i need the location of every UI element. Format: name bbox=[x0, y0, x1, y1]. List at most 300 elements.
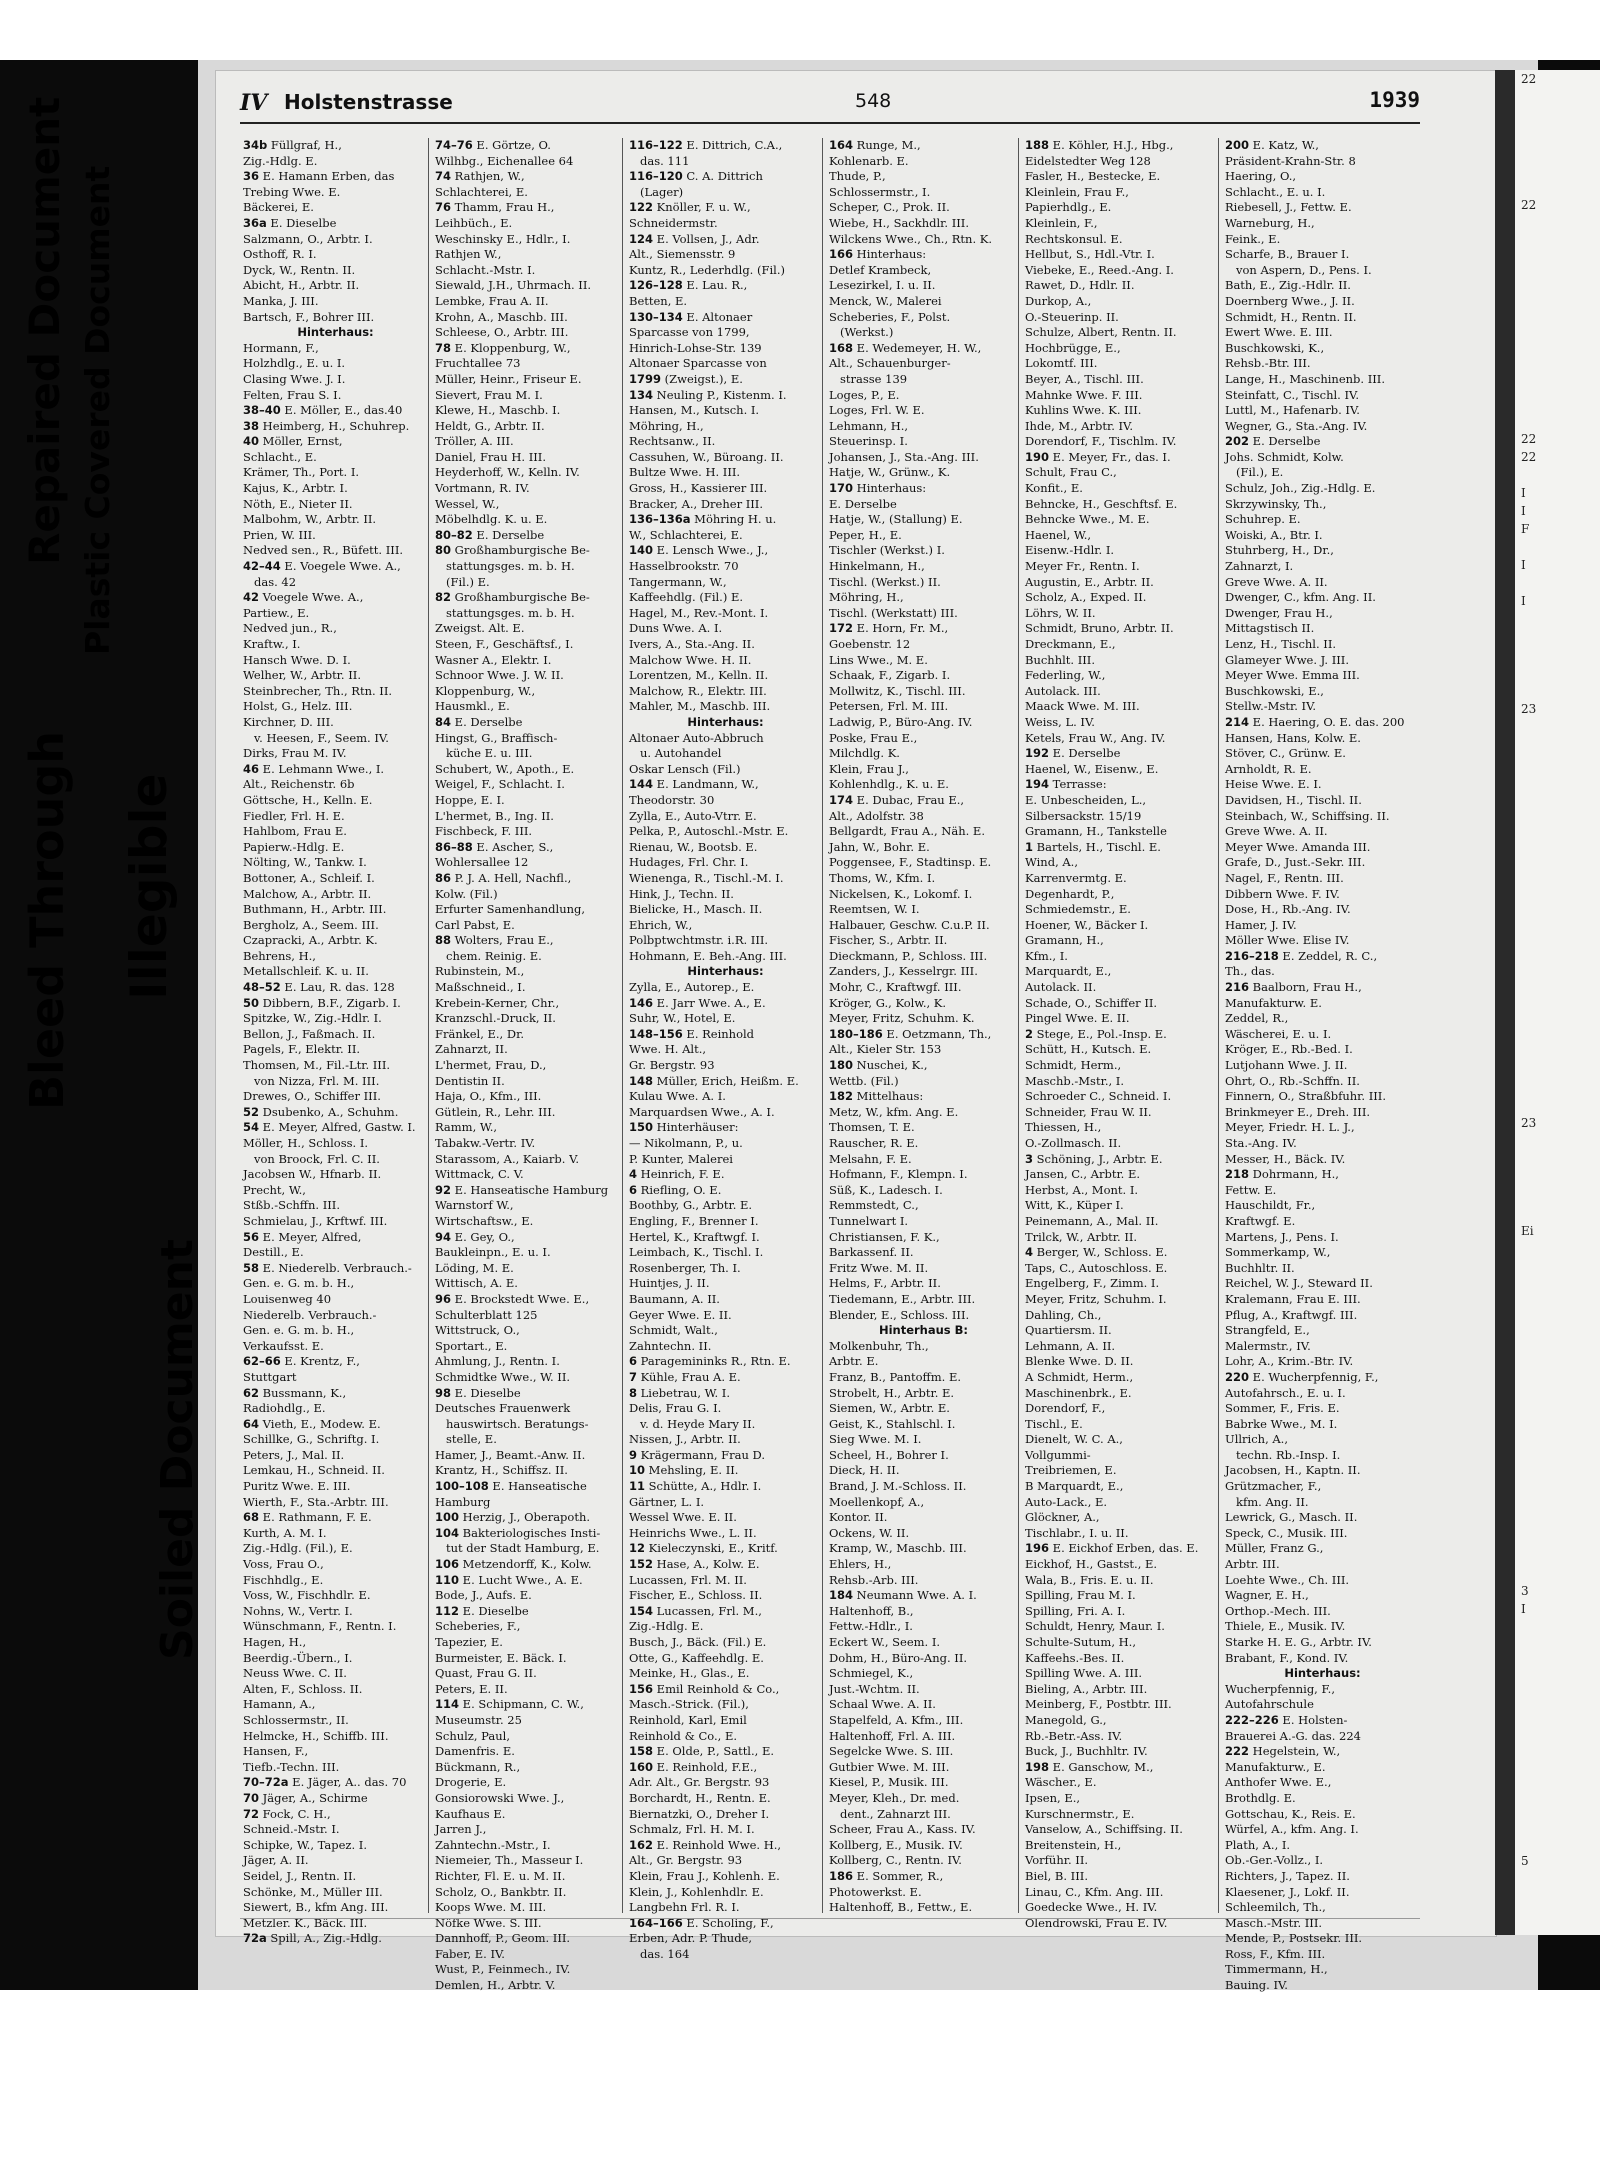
directory-entry: Hohmann, E. Beh.-Ang. III. bbox=[629, 948, 787, 963]
next-page-fragment bbox=[1515, 1672, 1600, 1690]
directory-entry: Engelberg, F., Zimm. I. bbox=[1025, 1276, 1160, 1291]
directory-entry: Malchow, A., Arbtr. II. bbox=[243, 886, 372, 901]
next-page-fragment bbox=[1515, 304, 1600, 322]
directory-entry: Mahler, M., Maschb. III. bbox=[629, 699, 771, 714]
next-page-fragment: 22 bbox=[1521, 450, 1537, 464]
directory-entry: Lembke, Frau A. II. bbox=[435, 293, 549, 308]
next-page-fragment bbox=[1515, 124, 1600, 142]
directory-entry: Rathjen W., bbox=[435, 247, 502, 262]
directory-entry: Lutjohann Wwe. J. II. bbox=[1225, 1058, 1348, 1073]
directory-entry: 94 E. Gey, O., bbox=[435, 1229, 515, 1244]
directory-entry: Jansen, C., Arbtr. E. bbox=[1025, 1167, 1141, 1182]
next-page-fragment bbox=[1515, 1420, 1600, 1438]
directory-entry: O.-Steuerinp. II. bbox=[1025, 309, 1119, 324]
next-page-fragment bbox=[1515, 160, 1600, 178]
directory-entry: 166 Hinterhaus: bbox=[829, 247, 927, 262]
directory-entry: Metz, W., kfm. Ang. E. bbox=[829, 1104, 959, 1119]
directory-entry: stattungsges. m. b. H. bbox=[446, 559, 575, 574]
directory-entry: Finnern, O., Straßbfuhr. III. bbox=[1225, 1089, 1387, 1104]
directory-entry: Zylla, E., Auto-Vtrr. E. bbox=[629, 808, 757, 823]
directory-entry: Lemkau, H., Schneid. II. bbox=[243, 1463, 385, 1478]
directory-entry: Haenel, W., bbox=[1025, 527, 1092, 542]
directory-entry: Wilhbg., Eichenallee 64 bbox=[435, 153, 574, 168]
next-page-fragment bbox=[1515, 898, 1600, 916]
directory-entry: 180–186 E. Oetzmann, Th., bbox=[829, 1026, 992, 1041]
directory-entry: Plath, A., I. bbox=[1225, 1837, 1291, 1852]
directory-entry: 168 E. Wedemeyer, H. W., bbox=[829, 340, 982, 355]
directory-entry: Loges, Frl. W. E. bbox=[829, 403, 925, 418]
directory-entry: 1799 (Zweigst.), E. bbox=[629, 371, 743, 386]
next-page-fragment bbox=[1515, 1438, 1600, 1456]
directory-entry: 72 Fock, C. H., bbox=[243, 1806, 331, 1821]
directory-entry: Haltenhoff, B., Fettw., E. bbox=[829, 1900, 973, 1915]
directory-entry: Greve Wwe. A. II. bbox=[1225, 824, 1328, 839]
directory-entry: W., Schlachterei, E. bbox=[629, 527, 743, 542]
directory-entry: Steuerinsp. I. bbox=[829, 434, 908, 449]
directory-entry: Peters, E. II. bbox=[435, 1681, 508, 1696]
directory-entry: Spilling Wwe. A. III. bbox=[1025, 1666, 1143, 1681]
directory-entry: O.-Zollmasch. II. bbox=[1025, 1136, 1122, 1150]
directory-entry: E. Unbescheiden, L., bbox=[1025, 792, 1147, 807]
directory-entry: Haering, O., bbox=[1225, 169, 1297, 184]
directory-entry: Bracker, A., Dreher III. bbox=[629, 496, 764, 511]
directory-entry: Altonaer Auto-Abbruch bbox=[629, 730, 764, 745]
directory-entry: Zig.-Hdlg. (Fil.), E. bbox=[243, 1541, 353, 1556]
directory-entry: Dieck, H. II. bbox=[829, 1463, 900, 1478]
directory-entry: A Schmidt, Herm., bbox=[1025, 1369, 1134, 1384]
directory-entry: Doernberg Wwe., J. II. bbox=[1225, 293, 1355, 308]
directory-entry: Papierw.-Hdlg. E. bbox=[243, 839, 345, 854]
directory-entry: Tröller, A. III. bbox=[435, 434, 514, 449]
next-page-fragment bbox=[1515, 412, 1600, 430]
directory-entry: Holst, G., Helz. III. bbox=[243, 699, 353, 714]
directory-entry: Steen, F., Geschäftsf., I. bbox=[435, 637, 574, 651]
directory-entry: Augustin, E., Arbtr. II. bbox=[1025, 574, 1154, 589]
directory-entry: Verkaufsst. E. bbox=[243, 1338, 324, 1353]
directory-entry: Wierth, F., Sta.-Arbtr. III. bbox=[243, 1494, 389, 1509]
next-page-fragment bbox=[1515, 340, 1600, 358]
directory-entry: Hochbrügge, E., bbox=[1025, 340, 1121, 355]
directory-entry: Buschkowski, K., bbox=[1225, 340, 1325, 355]
directory-entry: Tunnelwart I. bbox=[829, 1213, 909, 1228]
directory-entry: Metallschleif. K. u. II. bbox=[243, 964, 369, 979]
directory-entry: Kiesel, P., Musik. III. bbox=[829, 1775, 949, 1790]
next-page-fragment: I bbox=[1521, 558, 1526, 572]
directory-entry: 62–66 E. Krentz, F., bbox=[243, 1354, 360, 1369]
directory-entry: Scheberies, F., Polst. bbox=[829, 309, 951, 324]
next-page-fragment bbox=[1515, 466, 1600, 484]
next-page-fragment bbox=[1515, 376, 1600, 394]
directory-entry: stelle, E. bbox=[446, 1432, 497, 1447]
directory-entry: v. d. Heyde Mary II. bbox=[640, 1416, 756, 1431]
directory-entry: Buthmann, H., Arbtr. III. bbox=[243, 902, 387, 917]
directory-entry: Destill., E. bbox=[243, 1245, 304, 1260]
directory-entry: Krantz, H., Schiffsz. II. bbox=[435, 1463, 568, 1478]
directory-entry: 74 Rathjen, W., bbox=[435, 169, 525, 184]
directory-entry: Wegner, G., Sta.-Ang. IV. bbox=[1225, 418, 1368, 433]
directory-entry: Geyer Wwe. E. II. bbox=[629, 1307, 732, 1322]
directory-entry: Hauschildt, Fr., bbox=[1225, 1198, 1316, 1213]
directory-entry: Wilckens Wwe., Ch., Rtn. K. bbox=[829, 231, 993, 246]
directory-entry: strasse 139 bbox=[840, 371, 908, 386]
directory-entry: Stuttgart bbox=[243, 1369, 297, 1384]
directory-entry: 54 E. Meyer, Alfred, Gastw. I. bbox=[243, 1120, 416, 1135]
directory-entry: (Werkst.) bbox=[840, 325, 894, 340]
directory-entry: 11 Schütte, A., Hdlr. I. bbox=[629, 1479, 762, 1494]
directory-entry: Schlossermstr., II. bbox=[243, 1712, 349, 1727]
directory-entry: Glöckner, A., bbox=[1025, 1510, 1100, 1525]
directory-entry: Müller, Heinr., Friseur E. bbox=[435, 371, 582, 386]
directory-entry: Brauerei A.-G. das. 224 bbox=[1225, 1728, 1361, 1743]
next-page-fragment bbox=[1515, 394, 1600, 412]
directory-entry: Rosenberger, Th. I. bbox=[629, 1260, 741, 1275]
next-page-fragment bbox=[1515, 1510, 1600, 1528]
next-page-fragment bbox=[1515, 772, 1600, 790]
directory-entry: Kuhlins Wwe. K. III. bbox=[1025, 403, 1142, 418]
column-6 bbox=[1222, 138, 1420, 1993]
directory-entry: Radiohdlg., E. bbox=[243, 1401, 326, 1416]
next-page-fragment bbox=[1515, 826, 1600, 844]
directory-entry: Luttl, M., Hafenarb. IV. bbox=[1225, 403, 1360, 418]
directory-entry: 216–218 E. Zeddel, R. C., bbox=[1225, 948, 1378, 963]
directory-entry: Voss, W., Fischhdlr. E. bbox=[243, 1588, 371, 1603]
next-page-fragment bbox=[1515, 1798, 1600, 1816]
directory-entry: Schmidt, H., Rentn. II. bbox=[1225, 309, 1357, 324]
directory-entry: Schmalz, Frl. H. M. I. bbox=[629, 1822, 755, 1837]
directory-entry: Kurschnermstr., E. bbox=[1025, 1806, 1135, 1821]
directory-entry: Speck, C., Musik. III. bbox=[1225, 1525, 1348, 1540]
directory-entry: Alt., Kieler Str. 153 bbox=[829, 1042, 942, 1057]
directory-entry: 150 Hinterhäuser: bbox=[629, 1120, 739, 1135]
directory-entry: Rechtsanw., II. bbox=[629, 434, 716, 449]
directory-entry: Bellgardt, Frau A., Näh. E. bbox=[829, 824, 985, 839]
directory-entry: Krebein-Kerner, Chr., bbox=[435, 995, 560, 1010]
next-page-fragment bbox=[1515, 1078, 1600, 1096]
directory-entry: von Broock, Frl. C. II. bbox=[254, 1151, 380, 1166]
directory-entry: Schleese, O., Arbtr. III. bbox=[435, 325, 569, 340]
directory-entry: 1 Bartels, H., Tischl. E. bbox=[1025, 839, 1161, 854]
directory-entry: Molkenbuhr, Th., bbox=[829, 1338, 929, 1353]
next-page-fragment bbox=[1515, 1762, 1600, 1780]
directory-entry: Dorendorf, F., bbox=[1025, 1401, 1106, 1416]
next-page-fragment bbox=[1515, 1132, 1600, 1150]
directory-entry: Alten, F., Schloss. II. bbox=[243, 1681, 363, 1696]
directory-entry: Polbptwchtmstr. i.R. III. bbox=[629, 933, 769, 948]
directory-entry: Masch.-Strick. (Fil.), bbox=[629, 1697, 749, 1712]
directory-entry: 98 E. Dieselbe bbox=[435, 1385, 521, 1400]
next-page-fragment bbox=[1515, 754, 1600, 772]
directory-entry: Sieg Wwe. M. I. bbox=[829, 1432, 922, 1447]
directory-entry: Brand, J. M.-Schloss. II. bbox=[829, 1479, 967, 1494]
directory-entry: Manufakturw. E. bbox=[1225, 995, 1322, 1010]
next-page-fragment bbox=[1515, 1528, 1600, 1546]
directory-entry: Dieckmann, P., Schloss. III. bbox=[829, 948, 988, 963]
directory-entry: Schult, Frau C., bbox=[1025, 465, 1117, 480]
directory-entry: Neuss Wwe. C. II. bbox=[243, 1666, 347, 1681]
directory-entry: Holzhdlg., E. u. I. bbox=[243, 356, 346, 371]
directory-entry: Stöver, C., Grünw. E. bbox=[1225, 746, 1346, 761]
directory-entry: Möller Wwe. Elise IV. bbox=[1225, 933, 1350, 948]
directory-entry: Malbohm, W., Arbtr. II. bbox=[243, 512, 377, 527]
directory-entry: Lorentzen, M., Kelln. II. bbox=[629, 668, 769, 683]
next-page-fragment bbox=[1515, 106, 1600, 124]
next-page-fragment bbox=[1515, 88, 1600, 106]
directory-entry: Sta.-Ang. IV. bbox=[1225, 1136, 1297, 1150]
directory-entry: Suhr, W., Hotel, E. bbox=[629, 1011, 736, 1026]
directory-entry: Löding, M. E. bbox=[435, 1260, 514, 1275]
directory-entry: Burmeister, E. Bäck. I. bbox=[435, 1650, 567, 1665]
directory-entry: Autolack. III. bbox=[1025, 683, 1101, 698]
directory-entry: Steinbrecher, Th., Rtn. II. bbox=[243, 683, 393, 698]
directory-entry: 74–76 E. Görtze, O. bbox=[435, 138, 551, 152]
directory-entry: Hansen, M., Kutsch. I. bbox=[629, 403, 760, 418]
directory-entry: Fiedler, Frl. H. E. bbox=[243, 808, 345, 823]
directory-entry: Tiedemann, E., Arbtr. III. bbox=[829, 1291, 976, 1306]
column-3 bbox=[626, 138, 823, 1961]
next-page-fragment bbox=[1515, 574, 1600, 592]
street-name: Holstenstrasse bbox=[284, 90, 453, 114]
next-page-fragment: I bbox=[1521, 486, 1526, 500]
directory-entry: Klaesener, J., Lokf. II. bbox=[1225, 1884, 1350, 1899]
directory-entry: Fruchtallee 73 bbox=[435, 356, 521, 371]
next-page-fragment bbox=[1515, 286, 1600, 304]
directory-entry: 56 E. Meyer, Alfred, bbox=[243, 1229, 362, 1244]
directory-entry: Malermstr., IV. bbox=[1225, 1338, 1311, 1353]
directory-entry: Dwenger, Frau H., bbox=[1225, 605, 1333, 620]
directory-entry: Th., das. bbox=[1225, 964, 1275, 979]
directory-entry: 184 Neumann Wwe. A. I. bbox=[829, 1588, 977, 1603]
directory-entry: 198 E. Ganschow, M., bbox=[1025, 1759, 1154, 1774]
directory-entry: Strobelt, H., Arbtr. E. bbox=[829, 1385, 955, 1400]
column-4 bbox=[826, 138, 1019, 1913]
directory-entry: Trilck, W., Arbtr. II. bbox=[1025, 1229, 1138, 1244]
next-page-fragment: 22 bbox=[1521, 72, 1537, 86]
directory-entry: Haenel, W., Eisenw., E. bbox=[1025, 761, 1159, 776]
directory-entry: Huintjes, J. II. bbox=[629, 1276, 710, 1291]
directory-entry: Ipsen, E., bbox=[1025, 1790, 1081, 1805]
directory-entry: Jarren J., bbox=[435, 1822, 487, 1837]
directory-entry: Scheel, H., Bohrer I. bbox=[829, 1447, 949, 1462]
directory-entry: Metzler. K., Bäck. III. bbox=[243, 1915, 368, 1930]
directory-entry: Zig.-Hdlg. E. bbox=[629, 1619, 704, 1634]
directory-entry: 148 Müller, Erich, Heißm. E. bbox=[629, 1073, 799, 1088]
directory-entry: Wagner, E. H., bbox=[1225, 1588, 1309, 1603]
directory-entry: (Lager) bbox=[640, 184, 684, 199]
directory-entry: Welher, W., Arbtr. II. bbox=[243, 668, 361, 683]
directory-entry: Eisenw.-Hdlr. I. bbox=[1025, 543, 1115, 558]
directory-entry: 130–134 E. Altonaer bbox=[629, 309, 753, 324]
directory-entry: Ehlers, H., bbox=[829, 1557, 892, 1572]
directory-entry: Louisenweg 40 bbox=[243, 1291, 332, 1306]
directory-entry: Schlacht., E. bbox=[243, 449, 317, 464]
directory-entry: Gutbier Wwe. M. III. bbox=[829, 1759, 950, 1774]
volume-number: IV bbox=[240, 90, 268, 116]
directory-entry: Voss, Frau O., bbox=[243, 1557, 324, 1572]
directory-entry: Gonsiorowski Wwe. J., bbox=[435, 1790, 565, 1805]
directory-entry: Kohlenhdlg., K. u. E. bbox=[829, 777, 949, 792]
next-page-fragment bbox=[1515, 1024, 1600, 1042]
directory-entry: 46 E. Lehmann Wwe., I. bbox=[243, 761, 385, 776]
directory-entry: Kröger, E., Rb.-Bed. I. bbox=[1225, 1042, 1353, 1057]
directory-entry: Menck, W., Malerei bbox=[829, 293, 942, 308]
directory-entry: Tischlabr., I. u. II. bbox=[1025, 1525, 1129, 1540]
directory-entry: Bieling, A., Arbtr. III. bbox=[1025, 1681, 1148, 1696]
directory-entry: Arbtr. III. bbox=[1225, 1557, 1280, 1572]
directory-entry: Goebenstr. 12 bbox=[829, 637, 911, 651]
directory-entry: 190 E. Meyer, Fr., das. I. bbox=[1025, 449, 1171, 464]
directory-entry: 86 P. J. A. Hell, Nachfl., bbox=[435, 870, 572, 885]
directory-entry: Zahnarzt, II. bbox=[435, 1042, 508, 1057]
directory-entry: Göttsche, H., Kelln. E. bbox=[243, 792, 373, 807]
next-page-fragment bbox=[1515, 1348, 1600, 1366]
directory-entry: 104 Bakteriologisches Insti- bbox=[435, 1525, 601, 1540]
next-page-fragment: I bbox=[1521, 594, 1526, 608]
directory-entry: Reemtsen, W. I. bbox=[829, 902, 920, 917]
directory-entry: Gütlein, R., Lehr. III. bbox=[435, 1104, 556, 1119]
next-page-fragment bbox=[1515, 808, 1600, 826]
column-1 bbox=[240, 138, 429, 1946]
next-page-fragment bbox=[1515, 1186, 1600, 1204]
directory-entry: Baukleinpn., E. u. I. bbox=[435, 1245, 551, 1260]
directory-entry: Olendrowski, Frau E. IV. bbox=[1025, 1915, 1168, 1930]
directory-entry: Dahling, Ch., bbox=[1025, 1307, 1102, 1322]
directory-entry: Woiski, A., Btr. I. bbox=[1225, 527, 1323, 542]
directory-entry: Dreckmann, E., bbox=[1025, 637, 1116, 651]
directory-entry: Hamburg bbox=[435, 1494, 491, 1509]
directory-entry: 100 Herzig, J., Oberapoth. bbox=[435, 1510, 591, 1525]
directory-entry: Jacobsen W., Hfnarb. II. bbox=[243, 1167, 382, 1182]
directory-entry: 160 E. Reinhold, F.E., bbox=[629, 1759, 758, 1774]
bleed-through-label: Bleed Through bbox=[20, 730, 74, 1110]
directory-entry: 180 Nuschei, K., bbox=[829, 1058, 928, 1073]
directory-entry: Blender, E., Schloss. III. bbox=[829, 1307, 970, 1322]
next-page-fragment bbox=[1515, 610, 1600, 628]
directory-entry: Tischl. (Werkst.) II. bbox=[829, 574, 941, 589]
directory-entry: Meyer Wwe. Amanda III. bbox=[1225, 839, 1371, 854]
directory-entry: Gramann, H., Tankstelle bbox=[1025, 824, 1167, 839]
directory-entry: Ullrich, A., bbox=[1225, 1432, 1288, 1447]
directory-entry: Orthop.-Mech. III. bbox=[1225, 1603, 1331, 1618]
next-page-fragment bbox=[1515, 628, 1600, 646]
directory-entry: Glameyer Wwe. J. III. bbox=[1225, 652, 1349, 667]
directory-entry: Schleemilch, Th., bbox=[1225, 1900, 1326, 1915]
directory-entry: Heyderhoff, W., Kelln. IV. bbox=[435, 465, 580, 480]
next-page-fragment bbox=[1515, 1294, 1600, 1312]
directory-entry: Schade, O., Schiffer II. bbox=[1025, 995, 1158, 1010]
directory-entry: Tapezier, E. bbox=[435, 1635, 503, 1649]
directory-entry: Schulterblatt 125 bbox=[435, 1307, 538, 1322]
directory-entry: Bode, J., Aufs. E. bbox=[435, 1588, 532, 1603]
directory-entry: Mollwitz, K., Tischl. III. bbox=[829, 683, 966, 698]
directory-entry: Faber, E. IV. bbox=[435, 1946, 505, 1961]
directory-entry: techn. Rb.-Insp. I. bbox=[1236, 1447, 1341, 1462]
directory-entry: Fritz Wwe. M. II. bbox=[829, 1260, 929, 1275]
directory-entry: 214 E. Haering, O. E. das. 200 bbox=[1225, 714, 1405, 729]
directory-entry: Mittagstisch II. bbox=[1225, 621, 1315, 636]
directory-entry: Silbersackstr. 15/19 bbox=[1025, 808, 1142, 823]
directory-entry: Tiefb.-Techn. III. bbox=[243, 1759, 340, 1774]
directory-entry: Weigel, F., Schlacht. I. bbox=[435, 777, 565, 792]
next-page-fragment bbox=[1515, 1708, 1600, 1726]
directory-entry: Ob.-Ger.-Vollz., I. bbox=[1225, 1853, 1324, 1868]
next-page-fragment bbox=[1515, 1744, 1600, 1762]
directory-entry: Lehmann, H., bbox=[829, 418, 909, 433]
directory-entry: Schlacht., E. u. I. bbox=[1225, 184, 1326, 199]
directory-entry: Alt., Adolfstr. 38 bbox=[829, 808, 924, 823]
next-page-fragment bbox=[1515, 1384, 1600, 1402]
directory-entry: 12 Kieleczynski, E., Kritf. bbox=[629, 1541, 778, 1556]
directory-entry: 96 E. Brockstedt Wwe. E., bbox=[435, 1291, 590, 1306]
directory-entry: Warneburg, H., bbox=[1225, 215, 1315, 230]
directory-entry: Klein, Frau J., Kohlenh. E. bbox=[629, 1868, 780, 1883]
directory-entry: Reichel, W. J., Steward II. bbox=[1225, 1276, 1373, 1291]
directory-entry: Cassuhen, W., Büroang. II. bbox=[629, 449, 784, 464]
directory-entry: Hatje, W., (Stallung) E. bbox=[829, 512, 963, 527]
directory-entry: Hinterhaus: bbox=[687, 964, 764, 979]
directory-entry: 146 E. Jarr Wwe. A., E. bbox=[629, 995, 766, 1010]
directory-entry: Sommer, F., Fris. E. bbox=[1225, 1401, 1340, 1416]
directory-entry: 72a Spill, A., Zig.-Hdlg. bbox=[243, 1931, 382, 1946]
directory-entry: Steinbach, W., Schiffsing. II. bbox=[1225, 808, 1390, 823]
directory-entry: Hinkelmann, H., bbox=[829, 559, 925, 574]
directory-entry: Franz, B., Pantoffm. E. bbox=[829, 1369, 961, 1384]
next-page-fragment bbox=[1515, 1060, 1600, 1078]
directory-entry: Hamann, A., bbox=[243, 1697, 316, 1712]
directory-entry: Klein, J., Kohlenhdlr. E. bbox=[629, 1884, 764, 1899]
directory-entry: Erfurter Samenhandlung, bbox=[435, 902, 586, 917]
directory-entry: Zweigst. Alt. E. bbox=[435, 621, 525, 636]
directory-entry: 124 E. Vollsen, J., Adr. bbox=[629, 231, 760, 246]
directory-entry: Ramm, W., bbox=[435, 1120, 498, 1135]
directory-entry: Schulte-Sutum, H., bbox=[1025, 1635, 1136, 1649]
directory-entry: Hamer, J. IV. bbox=[1225, 917, 1297, 932]
directory-entry: Loges, P., E. bbox=[829, 387, 900, 402]
directory-entry: Leimbach, K., Tischl. I. bbox=[629, 1245, 764, 1260]
directory-entry: Kurth, A. M. I. bbox=[243, 1525, 327, 1540]
directory-entry: Peinemann, A., Mal. II. bbox=[1025, 1213, 1159, 1228]
directory-entry: Kuntz, R., Lederhdlg. (Fil.) bbox=[629, 262, 785, 277]
directory-entry: Schneider, Frau W. II. bbox=[1025, 1104, 1152, 1119]
directory-entry: Scholz, A., Exped. II. bbox=[1025, 590, 1147, 605]
directory-entry: Mohr, C., Kraftwgf. III. bbox=[829, 980, 962, 995]
directory-entry: 9 Krägermann, Frau D. bbox=[629, 1447, 766, 1462]
directory-entry: Ladwig, P., Büro-Ang. IV. bbox=[829, 714, 973, 729]
directory-entry: Schmidtke Wwe., W. II. bbox=[435, 1369, 571, 1384]
directory-entry: 48–52 E. Lau, R. das. 128 bbox=[243, 980, 395, 995]
directory-entry: Wind, A., bbox=[1025, 855, 1078, 870]
directory-entry: Remmstedt, C., bbox=[829, 1198, 919, 1213]
directory-entry: 92 E. Hanseatische Hamburg bbox=[435, 1182, 609, 1197]
directory-entry: 58 E. Niederelb. Verbrauch.- bbox=[243, 1260, 412, 1275]
directory-entry: Rawet, D., Hdlr. II. bbox=[1025, 278, 1135, 293]
next-page-fragment bbox=[1515, 1240, 1600, 1258]
directory-entry: das. 111 bbox=[640, 153, 690, 168]
directory-entry: Zanders, J., Kesselrgr. III. bbox=[829, 964, 978, 979]
directory-entry: 222 Hegelstein, W., bbox=[1225, 1744, 1341, 1759]
next-page-fragment bbox=[1515, 988, 1600, 1006]
directory-entry: Sparcasse von 1799, bbox=[629, 325, 750, 340]
directory-entry: Behncke, H., Geschftsf. E. bbox=[1025, 496, 1178, 511]
directory-entry: Rubinstein, M., bbox=[435, 964, 525, 979]
repaired-document-label: Repaired Document bbox=[20, 96, 69, 565]
directory-entry: Schipke, W., Tapez. I. bbox=[243, 1837, 367, 1852]
directory-entry: Mende, P., Postsekr. III. bbox=[1225, 1931, 1363, 1946]
directory-entry: Kraftw., I. bbox=[243, 637, 301, 651]
directory-entry: Tangermann, W., bbox=[629, 574, 727, 589]
directory-entry: Biel, B. III. bbox=[1025, 1868, 1088, 1883]
directory-entry: Federling, W., bbox=[1025, 668, 1106, 683]
directory-entry: Kramp, W., Maschb. III. bbox=[829, 1541, 967, 1556]
